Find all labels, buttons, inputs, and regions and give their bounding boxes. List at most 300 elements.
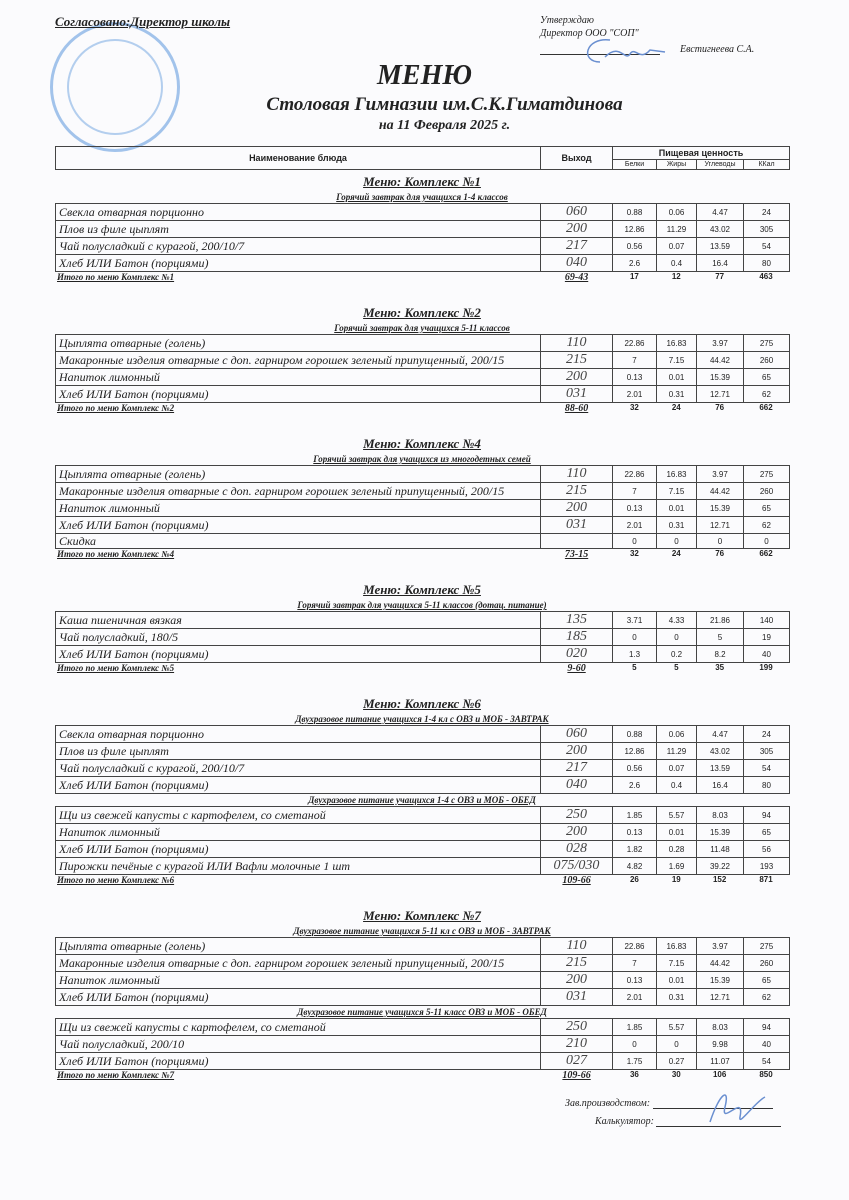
total-fat: 5 [674,663,679,672]
kcal-cell: 260 [744,352,790,369]
dish-name-cell: Макаронные изделия отварные с доп. гарниром горошек зеленый припущенный, 200/15 [56,352,541,369]
canteen-name: Столовая Гимназии им.С.К.Гиматдинова [266,94,623,115]
menu-table [55,1018,790,1070]
carbs-cell: 15.39 [697,824,744,841]
header-fat: Жиры [657,159,697,169]
section-subtitle: Двухразовое питание учащихся 1-4 кл с ОВЗ и МОБ - ЗАВТРАК [295,714,549,724]
table-row [56,955,790,972]
total-kcal: 850 [759,1070,773,1079]
protein-cell: 1.85 [613,1019,657,1036]
dish-name-cell: Напиток лимонный [56,500,541,517]
total-kcal: 662 [759,549,773,558]
dish-output-cell: 200 [541,221,613,238]
total-price: 88-60 [564,403,589,414]
section-title: Меню: Комплекс №6 [363,696,481,711]
fat-cell: 5.57 [657,807,697,824]
table-row [56,517,790,534]
dish-output-cell: 200 [541,743,613,760]
fat-cell: 0.01 [657,824,697,841]
dish-output-cell: 200 [541,500,613,517]
section-total [55,663,789,676]
total-protein: 36 [629,1070,639,1079]
dish-name-cell: Скидка [56,534,541,549]
protein-cell: 0.88 [613,726,657,743]
section-title: Меню: Комплекс №2 [363,305,481,320]
kcal-cell: 54 [744,1053,790,1070]
total-label: Итого по меню Комплекс №6 [57,875,175,885]
production-head-text: Зав.производством: [565,1098,651,1109]
fat-cell: 11.29 [657,221,697,238]
protein-cell: 0.13 [613,972,657,989]
dish-output-cell: 135 [541,612,613,629]
kcal-cell: 62 [744,386,790,403]
dish-name-cell: Напиток лимонный [56,369,541,386]
kcal-cell: 260 [744,483,790,500]
carbs-cell: 13.59 [697,238,744,255]
fat-cell: 0.4 [657,255,697,272]
fat-cell: 1.69 [657,858,697,875]
kcal-cell: 260 [744,955,790,972]
fat-cell: 4.33 [657,612,697,629]
kcal-cell: 24 [744,204,790,221]
table-header [55,146,790,170]
protein-cell: 2.6 [613,255,657,272]
section-total [55,272,789,285]
kcal-cell: 275 [744,938,790,955]
total-protein: 32 [629,549,639,558]
menu-table [55,806,790,875]
carbs-cell: 8.03 [697,807,744,824]
fat-cell: 5.57 [657,1019,697,1036]
kcal-cell: 305 [744,221,790,238]
fat-cell: 0.07 [657,760,697,777]
kcal-cell: 94 [744,1019,790,1036]
total-price: 109-66 [562,875,591,886]
protein-cell: 1.3 [613,646,657,663]
fat-cell: 0.01 [657,369,697,386]
table-row [56,386,790,403]
total-fat: 19 [671,875,681,884]
table-row [56,352,790,369]
protein-cell: 3.71 [613,612,657,629]
section-subtitle: Двухразовое питание учащихся 5-11 класс ОВЗ и МОБ - ОБЕД [297,1007,547,1017]
fat-cell: 0.06 [657,726,697,743]
dish-name-cell: Цыплята отварные (голень) [56,466,541,483]
section-title: Меню: Комплекс №1 [363,174,481,189]
section-total [55,549,789,562]
menu-content [55,146,789,1083]
fat-cell: 0.31 [657,386,697,403]
table-row [56,335,790,352]
total-price: 69-43 [564,272,589,283]
table-row [56,841,790,858]
header-output: Выход [541,147,613,170]
kcal-cell: 305 [744,743,790,760]
dish-output-cell: 110 [541,466,613,483]
dish-output-cell: 031 [541,386,613,403]
header-dish-name: Наименование блюда [56,147,541,170]
protein-cell: 22.86 [613,335,657,352]
dish-output-cell: 250 [541,1019,613,1036]
carbs-cell: 15.39 [697,500,744,517]
kcal-cell: 24 [744,726,790,743]
dish-output-cell: 031 [541,517,613,534]
table-row [56,726,790,743]
kcal-cell: 40 [744,646,790,663]
dish-name-cell: Чай полусладкий с курагой, 200/10/7 [56,760,541,777]
dish-name-cell: Плов из филе цыплят [56,221,541,238]
total-fat: 24 [671,403,681,412]
table-row [56,483,790,500]
carbs-cell: 0 [697,534,744,549]
total-protein: 26 [629,875,639,884]
fat-cell: 0.31 [657,517,697,534]
dish-name-cell: Макаронные изделия отварные с доп. гарниром горошек зеленый припущенный, 200/15 [56,483,541,500]
dish-name-cell: Свекла отварная порционно [56,726,541,743]
fat-cell: 0.27 [657,1053,697,1070]
table-row [56,824,790,841]
fat-cell: 7.15 [657,352,697,369]
dish-output-cell [541,534,613,549]
dish-name-cell: Щи из свежей капусты с картофелем, со сметаной [56,807,541,824]
carbs-cell: 15.39 [697,369,744,386]
table-row [56,989,790,1006]
carbs-cell: 39.22 [697,858,744,875]
protein-cell: 2.01 [613,386,657,403]
fat-cell: 0.28 [657,841,697,858]
table-row [56,1019,790,1036]
protein-cell: 0.56 [613,760,657,777]
table-row [56,204,790,221]
section-total [55,403,789,416]
kcal-cell: 65 [744,972,790,989]
dish-output-cell: 210 [541,1036,613,1053]
section-total [55,875,789,888]
dish-output-cell: 110 [541,938,613,955]
table-row [56,777,790,794]
calculator-text: Калькулятор: [595,1116,654,1127]
protein-cell: 7 [613,483,657,500]
carbs-cell: 44.42 [697,352,744,369]
menu-table [55,937,790,1006]
menu-table [55,611,790,663]
dish-output-cell: 215 [541,955,613,972]
total-carbs: 106 [712,1070,727,1079]
dish-name-cell: Хлеб ИЛИ Батон (порциями) [56,255,541,272]
section-total [55,1070,789,1083]
total-label: Итого по меню Комплекс №5 [57,663,175,673]
fat-cell: 16.83 [657,938,697,955]
table-row [56,938,790,955]
header-kcal: ККал [744,159,790,169]
table-row [56,1036,790,1053]
protein-cell: 0 [613,1036,657,1053]
staff-signature [690,1082,770,1132]
dish-name-cell: Хлеб ИЛИ Батон (порциями) [56,841,541,858]
dish-output-cell: 200 [541,824,613,841]
section-title: Меню: Комплекс №4 [363,436,481,451]
carbs-cell: 11.48 [697,841,744,858]
carbs-cell: 8.03 [697,1019,744,1036]
carbs-cell: 3.97 [697,938,744,955]
protein-cell: 1.82 [613,841,657,858]
fat-cell: 11.29 [657,743,697,760]
kcal-cell: 275 [744,466,790,483]
dish-name-cell: Напиток лимонный [56,972,541,989]
kcal-cell: 40 [744,1036,790,1053]
fat-cell: 0 [657,1036,697,1053]
dish-name-cell: Цыплята отварные (голень) [56,335,541,352]
dish-name-cell: Чай полусладкий с курагой, 200/10/7 [56,238,541,255]
dish-output-cell: 185 [541,629,613,646]
dish-output-cell: 110 [541,335,613,352]
carbs-cell: 12.71 [697,386,744,403]
fat-cell: 16.83 [657,335,697,352]
total-carbs: 77 [715,272,725,281]
protein-cell: 2.6 [613,777,657,794]
dish-output-cell: 060 [541,204,613,221]
table-row [56,238,790,255]
table-row [56,534,790,549]
total-protein: 17 [629,272,639,281]
header-protein: Белки [613,159,657,169]
dish-output-cell: 028 [541,841,613,858]
kcal-cell: 0 [744,534,790,549]
carbs-cell: 8.2 [697,646,744,663]
total-protein: 32 [629,403,639,412]
total-protein: 5 [632,663,637,672]
kcal-cell: 80 [744,255,790,272]
total-fat: 30 [671,1070,681,1079]
total-carbs: 152 [712,875,727,884]
protein-cell: 2.01 [613,989,657,1006]
total-kcal: 662 [759,403,773,412]
dish-name-cell: Свекла отварная порционно [56,204,541,221]
total-price: 109-66 [562,1070,591,1081]
total-label: Итого по меню Комплекс №1 [57,272,175,282]
kcal-cell: 62 [744,517,790,534]
kcal-cell: 65 [744,824,790,841]
header-carbs: Углеводы [697,159,744,169]
dish-output-cell: 200 [541,369,613,386]
section-title: Меню: Комплекс №5 [363,582,481,597]
total-price: 9-60 [567,663,586,674]
fat-cell: 7.15 [657,483,697,500]
protein-cell: 1.75 [613,1053,657,1070]
protein-cell: 7 [613,352,657,369]
total-label: Итого по меню Комплекс №4 [57,549,175,559]
dish-name-cell: Напиток лимонный [56,824,541,841]
total-fat: 24 [671,549,681,558]
protein-cell: 12.86 [613,743,657,760]
kcal-cell: 193 [744,858,790,875]
dish-name-cell: Хлеб ИЛИ Батон (порциями) [56,1053,541,1070]
dish-output-cell: 040 [541,255,613,272]
kcal-cell: 94 [744,807,790,824]
dish-output-cell: 200 [541,972,613,989]
agreed-label: Согласовано:Директор школы [55,14,231,29]
carbs-cell: 44.42 [697,955,744,972]
dish-name-cell: Чай полусладкий, 180/5 [56,629,541,646]
table-row [56,500,790,517]
table-row [56,1053,790,1070]
dish-output-cell: 020 [541,646,613,663]
carbs-cell: 15.39 [697,972,744,989]
fat-cell: 0.31 [657,989,697,1006]
carbs-cell: 43.02 [697,221,744,238]
carbs-cell: 5 [697,629,744,646]
protein-cell: 0 [613,534,657,549]
table-row [56,646,790,663]
carbs-cell: 43.02 [697,743,744,760]
table-row [56,369,790,386]
dish-output-cell: 215 [541,352,613,369]
kcal-cell: 54 [744,760,790,777]
protein-cell: 22.86 [613,466,657,483]
kcal-cell: 275 [744,335,790,352]
dish-name-cell: Пирожки печёные с курагой ИЛИ Вафли молочные 1 шт [56,858,541,875]
protein-cell: 22.86 [613,938,657,955]
dish-output-cell: 250 [541,807,613,824]
table-row [56,255,790,272]
kcal-cell: 65 [744,500,790,517]
carbs-cell: 13.59 [697,760,744,777]
table-row [56,221,790,238]
protein-cell: 0.88 [613,204,657,221]
section-subtitle: Горячий завтрак для учащихся 1-4 классов [336,192,508,202]
total-kcal: 199 [759,663,773,672]
dish-name-cell: Хлеб ИЛИ Батон (порциями) [56,777,541,794]
table-row [56,629,790,646]
approver-name: Евстигнеева С.А. [680,44,755,55]
dish-name-cell: Макаронные изделия отварные с доп. гарниром горошек зеленый припущенный, 200/15 [56,955,541,972]
dish-output-cell: 217 [541,238,613,255]
header-nutrition: Пищевая ценность [613,147,790,160]
carbs-cell: 9.98 [697,1036,744,1053]
approver-title: Директор ООО "СОП" [540,28,639,39]
fat-cell: 0.07 [657,238,697,255]
total-price: 73-15 [564,549,589,560]
protein-cell: 7 [613,955,657,972]
dish-output-cell: 215 [541,483,613,500]
carbs-cell: 11.07 [697,1053,744,1070]
kcal-cell: 65 [744,369,790,386]
table-row [56,743,790,760]
section-subtitle: Двухразовое питание учащихся 5-11 кл с ОВЗ и МОБ - ЗАВТРАК [293,926,551,936]
menu-table [55,465,790,549]
carbs-cell: 12.71 [697,517,744,534]
fat-cell: 0.2 [657,646,697,663]
kcal-cell: 54 [744,238,790,255]
table-row [56,807,790,824]
protein-cell: 12.86 [613,221,657,238]
fat-cell: 7.15 [657,955,697,972]
dish-output-cell: 060 [541,726,613,743]
table-row [56,858,790,875]
fat-cell: 0.4 [657,777,697,794]
fat-cell: 0.06 [657,204,697,221]
kcal-cell: 140 [744,612,790,629]
carbs-cell: 16.4 [697,777,744,794]
dish-output-cell: 075/030 [541,858,613,875]
dish-output-cell: 040 [541,777,613,794]
kcal-cell: 19 [744,629,790,646]
menu-table [55,203,790,272]
protein-cell: 0.56 [613,238,657,255]
section-subtitle: Двухразовое питание учащихся 1-4 с ОВЗ и МОБ - ОБЕД [308,795,536,805]
dish-name-cell: Хлеб ИЛИ Батон (порциями) [56,386,541,403]
section-subtitle: Горячий завтрак для учащихся из многодетных семей [313,454,531,464]
section-title: Меню: Комплекс №7 [363,908,481,923]
carbs-cell: 4.47 [697,726,744,743]
table-row [56,612,790,629]
protein-cell: 2.01 [613,517,657,534]
carbs-cell: 4.47 [697,204,744,221]
carbs-cell: 21.86 [697,612,744,629]
section-subtitle: Горячий завтрак для учащихся 5-11 классов [334,323,510,333]
dish-name-cell: Хлеб ИЛИ Батон (порциями) [56,517,541,534]
protein-cell: 0.13 [613,824,657,841]
fat-cell: 0 [657,629,697,646]
protein-cell: 0 [613,629,657,646]
dish-name-cell: Цыплята отварные (голень) [56,938,541,955]
section-subtitle: Горячий завтрак для учащихся 5-11 классов (дотац. питание) [297,600,547,610]
dish-output-cell: 027 [541,1053,613,1070]
total-label: Итого по меню Комплекс №2 [57,403,175,413]
dish-name-cell: Чай полусладкий, 200/10 [56,1036,541,1053]
total-kcal: 871 [759,875,773,884]
dish-name-cell: Плов из филе цыплят [56,743,541,760]
fat-cell: 16.83 [657,466,697,483]
table-row [56,466,790,483]
menu-table [55,725,790,794]
carbs-cell: 16.4 [697,255,744,272]
protein-cell: 0.13 [613,500,657,517]
dish-name-cell: Каша пшеничная вязкая [56,612,541,629]
carbs-cell: 3.97 [697,335,744,352]
kcal-cell: 56 [744,841,790,858]
dish-name-cell: Хлеб ИЛИ Батон (порциями) [56,646,541,663]
fat-cell: 0.01 [657,500,697,517]
dish-name-cell: Щи из свежей капусты с картофелем, со сметаной [56,1019,541,1036]
page-title: МЕНЮ [377,60,472,91]
kcal-cell: 80 [744,777,790,794]
fat-cell: 0.01 [657,972,697,989]
total-kcal: 463 [759,272,773,281]
total-fat: 12 [671,272,681,281]
total-label: Итого по меню Комплекс №7 [57,1070,175,1080]
dish-output-cell: 031 [541,989,613,1006]
total-carbs: 35 [715,663,725,672]
menu-table [55,334,790,403]
protein-cell: 1.85 [613,807,657,824]
total-carbs: 76 [715,403,725,412]
menu-sections [55,174,789,1083]
protein-cell: 0.13 [613,369,657,386]
menu-date: на 11 Февраля 2025 г. [378,118,511,133]
table-row [56,972,790,989]
fat-cell: 0 [657,534,697,549]
dish-name-cell: Хлеб ИЛИ Батон (порциями) [56,989,541,1006]
carbs-cell: 44.42 [697,483,744,500]
carbs-cell: 3.97 [697,466,744,483]
table-row [56,760,790,777]
approve-label: Утверждаю [540,15,594,26]
protein-cell: 4.82 [613,858,657,875]
dish-output-cell: 217 [541,760,613,777]
kcal-cell: 62 [744,989,790,1006]
total-carbs: 76 [715,549,725,558]
